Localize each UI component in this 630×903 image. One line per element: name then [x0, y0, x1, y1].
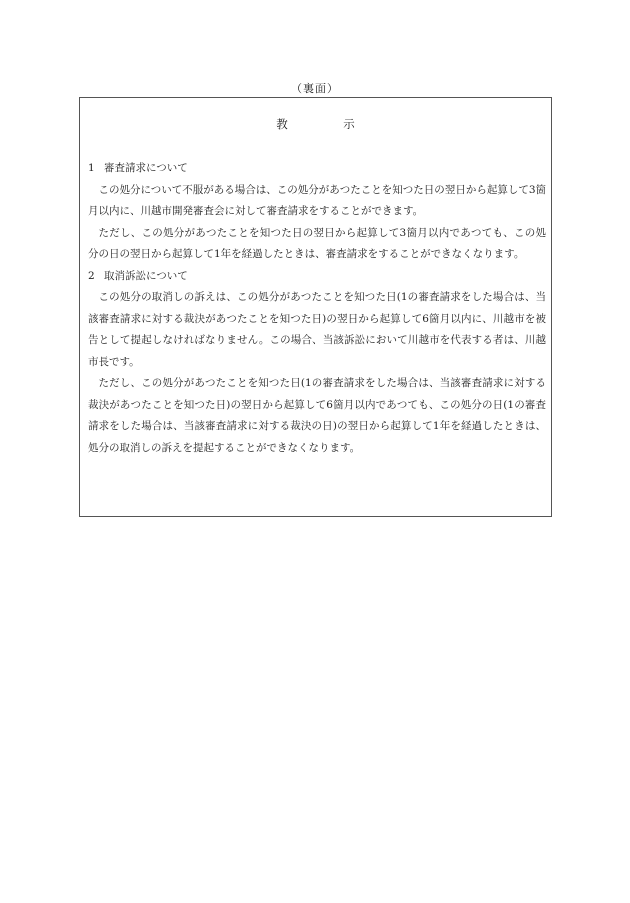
- paragraph: ただし、この処分があつたことを知つた日(1の審査請求をした場合は、当該審査請求に対する裁決があつたことを知つた日)の翌日から起算して6箇月以内であつても、この処分の日(1の審査請求をした場合は、当該審査請求に対する裁決の日)の翌日から起算して1年を経過したときは、処分の取消しの訴えを提起することができなくなります。: [88, 377, 546, 454]
- section-heading-text: 審査請求について: [104, 162, 188, 174]
- notice-body: [88, 158, 546, 459]
- section-appeal-request: [88, 158, 546, 266]
- paragraph: ただし、この処分があつたことを知つた日の翌日から起算して3箇月以内であつても、この処分の日の翌日から起算して1年を経過したときは、審査請求をすることができなくなります。: [88, 226, 546, 260]
- paragraph: この処分について不服がある場合は、この処分があつたことを知つた日の翌日から起算して3箇月以内に、川越市開発審査会に対して審査請求をすることができます。: [88, 183, 546, 217]
- notice-box: [79, 97, 552, 517]
- paragraph: この処分の取消しの訴えは、この処分があつたことを知つた日(1の審査請求をした場合は、当該審査請求に対する裁決があつたことを知つた日)の翌日から起算して6箇月以内に、川越市を被告として提起しなければなりません。この場合、当該訴訟において川越市を代表する者は、川越市長です。: [88, 291, 546, 368]
- section-number: 2: [88, 269, 95, 282]
- page-side-label: （裏面）: [291, 82, 339, 95]
- section-heading: [88, 266, 546, 288]
- section-number: 1: [88, 162, 95, 174]
- section-heading: [88, 158, 546, 180]
- notice-title: 教 示: [276, 117, 377, 131]
- section-heading-text: 取消訴訟について: [104, 269, 188, 282]
- section-revocation-suit: [88, 266, 546, 460]
